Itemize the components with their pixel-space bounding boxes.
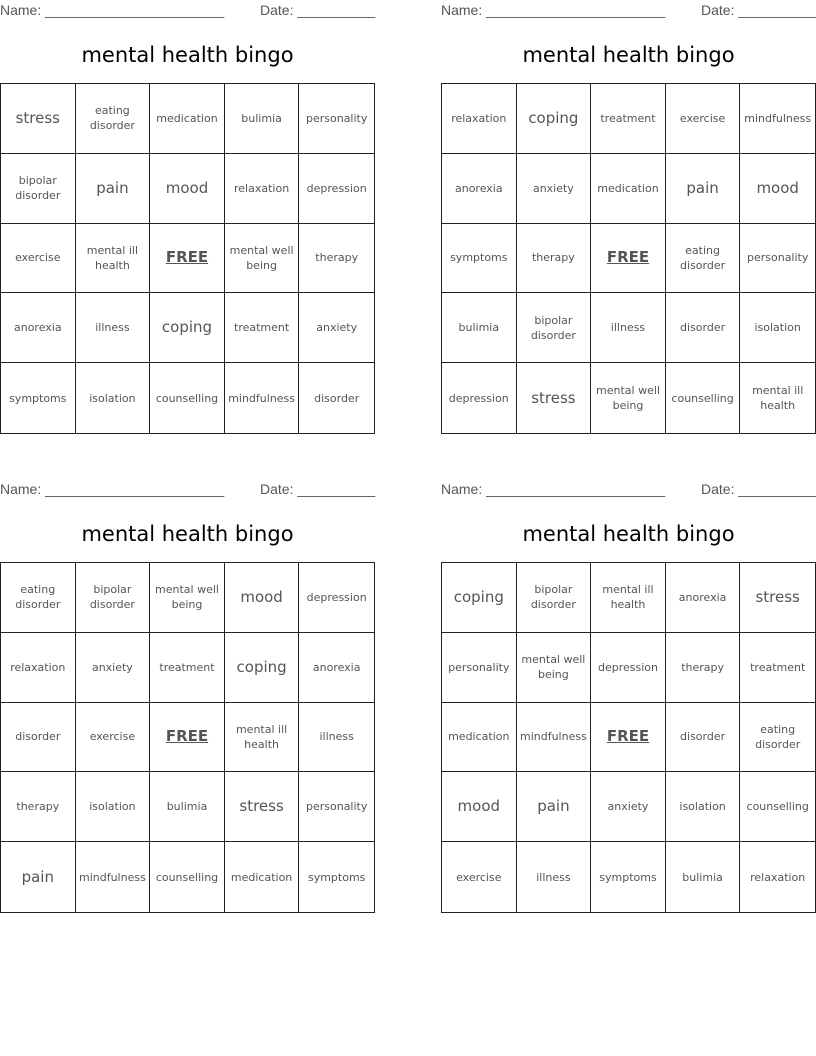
bingo-cell: isolation — [740, 293, 815, 363]
bingo-card-3 — [0, 479, 375, 919]
bingo-cell: depression — [299, 563, 374, 633]
bingo-cell: treatment — [740, 633, 815, 703]
bingo-cell: mood — [225, 563, 300, 633]
bingo-cell: exercise — [76, 703, 151, 773]
bingo-cell: depression — [442, 363, 517, 433]
bingo-cell: mental ill health — [591, 563, 666, 633]
bingo-cell: bipolar disorder — [1, 154, 76, 224]
bingo-cell: pain — [666, 154, 741, 224]
date-field-label: Date: __________ — [701, 481, 816, 497]
bingo-cell: bulimia — [442, 293, 517, 363]
bingo-cell: mental well being — [150, 563, 225, 633]
bingo-cell: anxiety — [517, 154, 592, 224]
bingo-cell: bulimia — [225, 84, 300, 154]
bingo-cell: relaxation — [442, 84, 517, 154]
bingo-cell: pain — [517, 772, 592, 842]
bingo-cell: bipolar disorder — [76, 563, 151, 633]
card-header — [441, 481, 816, 499]
bingo-grid — [441, 83, 816, 434]
bingo-cell: personality — [442, 633, 517, 703]
bingo-cell: stress — [225, 772, 300, 842]
bingo-card-1 — [0, 0, 375, 440]
bingo-cell: coping — [150, 293, 225, 363]
bingo-cell: bulimia — [666, 842, 741, 912]
bingo-cell: pain — [1, 842, 76, 912]
card-header — [441, 2, 816, 20]
bingo-cell: anorexia — [666, 563, 741, 633]
bingo-cell: mindfulness — [76, 842, 151, 912]
bingo-cell: medication — [225, 842, 300, 912]
bingo-cell: stress — [1, 84, 76, 154]
bingo-cell: depression — [591, 633, 666, 703]
bingo-cell: therapy — [517, 224, 592, 294]
free-space: FREE — [591, 224, 666, 294]
name-field-label: Name: _______________________ — [441, 2, 666, 18]
bingo-cell: personality — [299, 772, 374, 842]
bingo-cell: illness — [591, 293, 666, 363]
bingo-cell: eating disorder — [1, 563, 76, 633]
date-field-label: Date: __________ — [260, 481, 376, 497]
bingo-cell: mental ill health — [76, 224, 151, 294]
bingo-cell: disorder — [314, 391, 360, 405]
bingo-cell: exercise — [666, 84, 741, 154]
date-field-label: Date: __________ — [260, 2, 376, 18]
bingo-cell: anorexia — [299, 633, 374, 703]
bingo-cell: relaxation — [225, 154, 300, 224]
bingo-cell: symptoms — [307, 870, 366, 884]
bingo-cell: anorexia — [1, 293, 76, 363]
bingo-cell: therapy — [666, 633, 741, 703]
bingo-cell: mental well being — [225, 224, 300, 294]
bingo-cell: mindfulness — [225, 363, 300, 433]
bingo-cell: isolation — [76, 772, 151, 842]
bingo-grid — [0, 83, 375, 434]
bingo-cell: mental well being — [517, 633, 592, 703]
card-header — [0, 481, 375, 499]
bingo-cell: disorder — [666, 293, 741, 363]
name-field-label: Name: _______________________ — [0, 2, 225, 18]
bingo-cell: disorder — [666, 703, 741, 773]
name-field-label: Name: _______________________ — [441, 481, 666, 497]
card-title: mental health bingo — [522, 522, 735, 546]
bingo-cell: personality — [740, 224, 815, 294]
free-space: FREE — [591, 703, 666, 773]
bingo-cell: mental ill health — [225, 703, 300, 773]
card-title: mental health bingo — [81, 43, 294, 67]
bingo-cell: illness — [517, 842, 592, 912]
bingo-cell: counselling — [150, 842, 225, 912]
bingo-cell: anorexia — [442, 154, 517, 224]
bingo-card-2 — [441, 0, 816, 440]
bingo-cell: coping — [225, 633, 300, 703]
bingo-cell: eating disorder — [740, 703, 815, 773]
bingo-cell: depression — [299, 154, 374, 224]
bingo-cell: isolation — [76, 363, 151, 433]
bingo-cell: treatment — [591, 84, 666, 154]
bingo-cell: mood — [740, 154, 815, 224]
bingo-cell: anxiety — [76, 633, 151, 703]
card-title: mental health bingo — [522, 43, 735, 67]
bingo-cell: mood — [150, 154, 225, 224]
bingo-cell: stress — [740, 563, 815, 633]
bingo-cell: counselling — [666, 363, 741, 433]
bingo-cell: medication — [442, 703, 517, 773]
bingo-cell: anxiety — [591, 772, 666, 842]
bingo-card-4 — [441, 479, 816, 919]
card-header — [0, 2, 375, 20]
card-title: mental health bingo — [81, 522, 294, 546]
bingo-cell: illness — [76, 293, 151, 363]
bingo-cell: medication — [591, 154, 666, 224]
bingo-cell: eating disorder — [666, 224, 741, 294]
bingo-cell: pain — [76, 154, 151, 224]
bingo-cell: stress — [517, 363, 592, 433]
bingo-cell: treatment — [225, 293, 300, 363]
bingo-cell: mindfulness — [740, 84, 815, 154]
bingo-cell: mental ill health — [752, 384, 804, 413]
bingo-cell: coping — [517, 84, 592, 154]
bingo-cell: therapy — [299, 224, 374, 294]
bingo-grid — [441, 562, 816, 913]
bingo-cell: illness — [299, 703, 374, 773]
bingo-cell: relaxation — [1, 633, 76, 703]
bingo-cell: bipolar disorder — [517, 293, 592, 363]
bingo-cell: exercise — [442, 842, 517, 912]
bingo-cell: bulimia — [150, 772, 225, 842]
bingo-cell: mood — [442, 772, 517, 842]
bingo-cell: isolation — [666, 772, 741, 842]
bingo-cell: symptoms — [442, 224, 517, 294]
bingo-cell: symptoms — [1, 363, 76, 433]
bingo-cell: bipolar disorder — [517, 563, 592, 633]
name-field-label: Name: _______________________ — [0, 481, 225, 497]
bingo-grid — [0, 562, 375, 913]
bingo-cell: symptoms — [591, 842, 666, 912]
bingo-cell: exercise — [1, 224, 76, 294]
free-space: FREE — [150, 224, 225, 294]
bingo-cell: medication — [150, 84, 225, 154]
bingo-cell: relaxation — [750, 870, 806, 884]
bingo-cell: therapy — [1, 772, 76, 842]
bingo-cell: mental well being — [591, 363, 666, 433]
bingo-cell: anxiety — [299, 293, 374, 363]
bingo-cell: mindfulness — [517, 703, 592, 773]
bingo-cell: treatment — [150, 633, 225, 703]
free-space: FREE — [150, 703, 225, 773]
bingo-cell: eating disorder — [76, 84, 151, 154]
date-field-label: Date: __________ — [701, 2, 816, 18]
bingo-cell: counselling — [150, 363, 225, 433]
bingo-cell: personality — [299, 84, 374, 154]
bingo-cell: disorder — [1, 703, 76, 773]
bingo-cell: coping — [442, 563, 517, 633]
bingo-cell: counselling — [740, 772, 815, 842]
